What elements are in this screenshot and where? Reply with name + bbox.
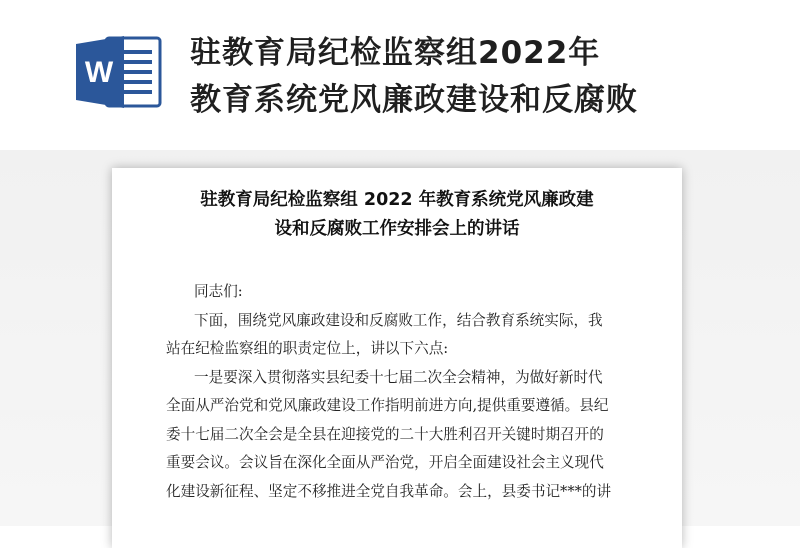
- paragraph-2-line-2: 全面从严治党和党风廉政建设工作指明前进方向,提供重要遵循。县纪: [166, 397, 609, 414]
- paragraph-2: [166, 364, 641, 507]
- banner-title-line-1: 驻教育局纪检监察组2022年: [190, 35, 601, 71]
- document-page: [112, 168, 682, 548]
- banner-title: [190, 30, 790, 124]
- banner-title-line-2: 教育系统党风廉政建设和反腐败: [190, 82, 638, 118]
- document-title-line-2: 设和反腐败工作安排会上的讲话: [274, 219, 520, 239]
- document-title: [152, 186, 642, 244]
- greeting: 同志们:: [194, 283, 243, 300]
- document-body: [166, 278, 641, 506]
- document-title-line-1: 驻教育局纪检监察组 2022 年教育系统党风廉政建: [200, 190, 594, 210]
- paragraph-1: [166, 307, 641, 364]
- word-icon-letter: W: [84, 56, 114, 89]
- paragraph-2-line-4: 重要会议。会议旨在深化全面从严治党，开启全面建设社会主义现代: [166, 454, 604, 471]
- paragraph-1-line-1: 下面，围绕党风廉政建设和反腐败工作，结合教育系统实际，我: [194, 311, 603, 329]
- paragraph-2-line-1: 一是要深入贯彻落实县纪委十七届二次全会精神，为做好新时代: [194, 368, 603, 386]
- paragraph-2-line-3: 委十七届二次全会是全县在迎接党的二十大胜利召开关键时期召开的: [166, 425, 604, 443]
- paragraph-2-line-5: 化建设新征程、坚定不移推进全党自我革命。会上，县委书记***的讲: [166, 482, 612, 500]
- title-banner: [0, 0, 800, 150]
- word-document-icon: [76, 34, 164, 110]
- paragraph-1-line-2: 站在纪检监察组的职责定位上，讲以下六点:: [166, 340, 449, 357]
